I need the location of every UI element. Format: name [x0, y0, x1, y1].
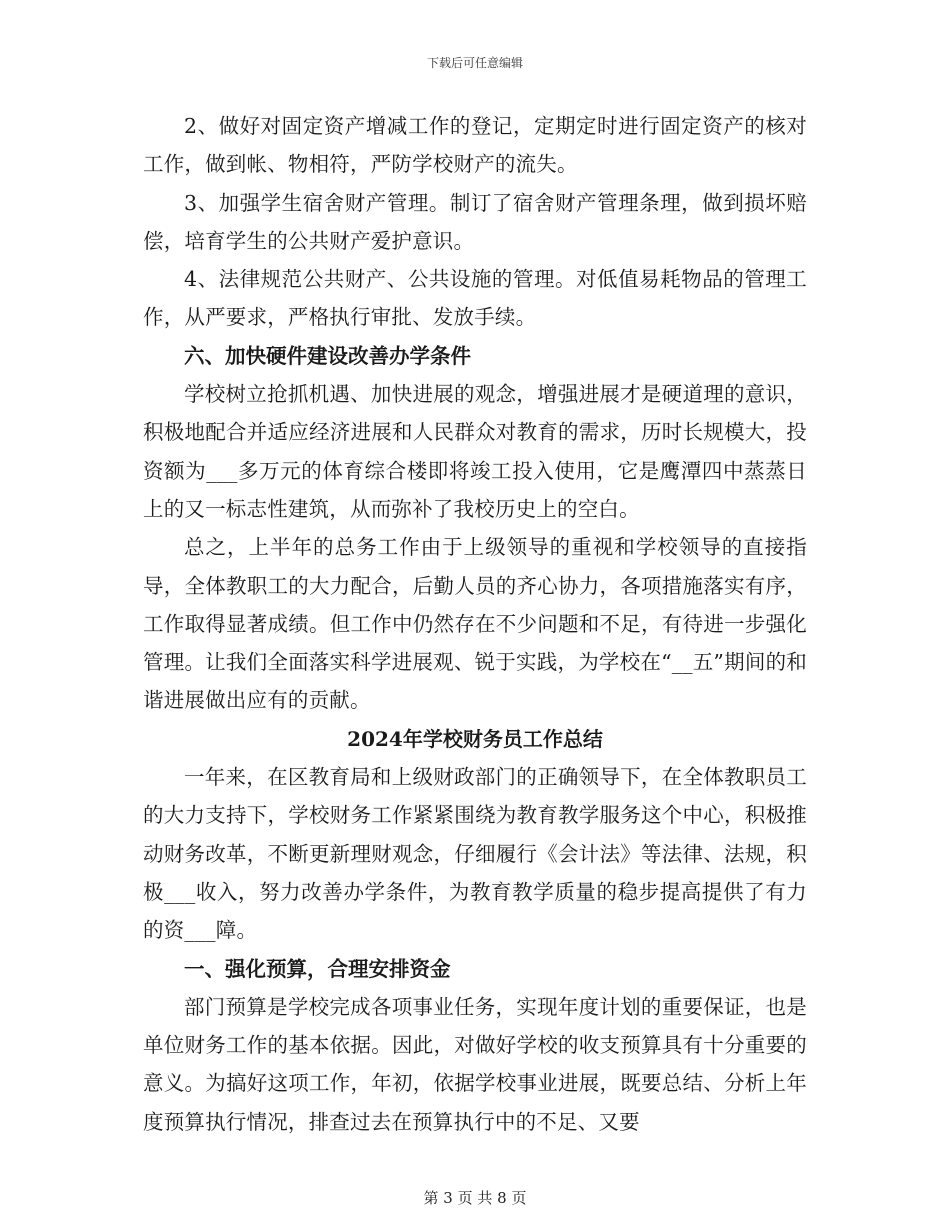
paragraph-fixed-assets: 2、做好对固定资产增减工作的登记，定期定时进行固定资产的核对工作，做到帐、物相符，严防学校财产的流失。	[143, 114, 807, 177]
paragraph-intro: 一年来，在区教育局和上级财政部门的正确领导下，在全体教职员工的大力支持下，学校财务工作紧紧围绕为教育教学服务这个中心，积极推动财务改革，不断更新理财观念，仔细履行《会计法》等法律、法规，积极___收入，努力改善办学条件，为教育教学质量的稳步提高提供了有力的资___障。	[143, 765, 807, 943]
paragraph-hardware: 学校树立抢抓机遇、加快进展的观念，增强进展才是硬道理的意识，积极地配合并适应经济进展和人民群众对教育的需求，历时长规模大，投资额为___多万元的体育综合楼即将竣工投入使用，它是鹰潭四中蒸蒸日上的又一标志性建筑，从而弥补了我校历史上的空白。	[143, 382, 807, 521]
section-heading-hardware: 六、加快硬件建设改善办学条件	[184, 343, 471, 368]
section-heading-budget: 一、强化预算，合理安排资金	[184, 956, 451, 981]
paragraph-summary: 总之，上半年的总务工作由于上级领导的重视和学校领导的直接指导，全体教职工的大力配合，后勤人员的齐心协力，各项措施落实有序，工作取得显著成绩。但工作中仍然存在不少问题和不足，有待进一步强化管理。让我们全面落实科学进展观、锐于实践，为学校在“__五”期间的和谐进展做出应有的贡献。	[143, 535, 807, 713]
paragraph-dormitory: 3、加强学生宿舍财产管理。制订了宿舍财产管理条理，做到损坏赔偿，培育学生的公共财产爱护意识。	[143, 190, 807, 253]
document-body	[143, 107, 807, 1141]
paragraph-public-facilities: 4、法律规范公共财产、公共设施的管理。对低值易耗物品的管理工作，从严要求，严格执行审批、发放手续。	[143, 267, 807, 330]
page-number: 第 3 页 共 8 页	[423, 1189, 527, 1207]
page-header: 下载后可任意编辑	[426, 56, 523, 70]
paragraph-budget: 部门预算是学校完成各项事业任务，实现年度计划的重要保证，也是单位财务工作的基本依据。因此，对做好学校的收支预算具有十分重要的意义。为搞好这项工作，年初，依据学校事业进展，既要总结、分析上年度预算执行情况，排查过去在预算执行中的不足、又要	[143, 994, 807, 1134]
document-title: 2024年学校财务员工作总结	[347, 726, 603, 751]
